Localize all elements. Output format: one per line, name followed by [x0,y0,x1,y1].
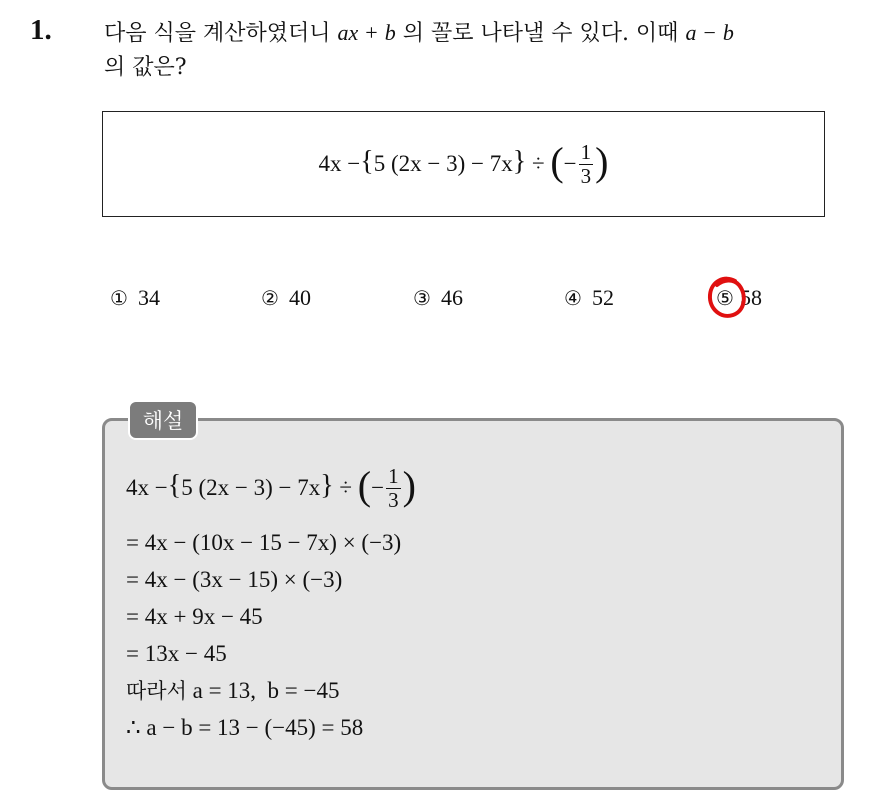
choice-2[interactable] [261,280,311,316]
choice-5-value: 58 [739,285,762,310]
choice-4-value: 52 [591,285,614,310]
solution-fraction-numerator: 1 [388,464,399,489]
solution-line-6 [126,672,826,709]
solution-line-6-math: a = 13, b = −45 [186,678,340,703]
form-ax: ax [337,20,359,45]
solution-line-1-neg: − [371,475,385,500]
solution-line-4: = 4x + 9x − 45 [126,604,263,629]
solution-line-3: = 4x − (3x − 15) × (−3) [126,567,343,592]
solution-line-1-lbrace: { [167,470,182,501]
question-text [104,16,874,85]
expression-neg: − [563,151,577,176]
expression-inner: 5 (2x − 3) − 7x [373,151,513,176]
form-b: b [384,20,396,45]
question-text-part3: 의 값은? [104,55,187,80]
choice-5-mark: ⑤ [716,286,734,310]
diff-minus: − [703,20,716,45]
question-number: 1. [30,14,52,46]
choice-1[interactable] [110,280,160,316]
fraction-numerator: 1 [580,140,592,165]
choice-1-mark: ① [110,286,128,310]
choice-4-mark: ④ [564,286,582,310]
diff-b: b [722,20,734,45]
solution-line-7: ∴ a − b = 13 − (−45) = 58 [126,715,364,740]
expression-lbrace: { [360,146,374,177]
fraction-denominator: 3 [580,163,592,188]
choice-3-mark: ③ [413,286,431,310]
expression-rbrace: } [512,146,527,177]
question-text-part2: 의 꼴로 나타낼 수 있다. 이때 [402,21,679,46]
solution-line-1-rparen: ) [402,463,416,508]
solution-line-1-inner: 5 (2x − 3) − 7x [181,475,321,500]
solution-tab: 해설 [128,400,198,440]
expression-rparen: ) [595,139,609,184]
expression-prefix: 4x − [318,151,361,176]
expression-div: ÷ [526,151,551,176]
solution-line-2: = 4x − (10x − 15 − 7x) × (−3) [126,530,402,555]
solution-line-5: = 13x − 45 [126,641,227,666]
solution-line-1-prefix: 4x − [126,475,168,500]
solution-line-1 [126,452,826,524]
solution-line-1-rbrace: } [320,470,334,501]
form-plus: + [365,20,378,45]
solution-steps [126,452,826,746]
solution-line-1-lparen: ( [357,463,372,508]
expression-box [102,111,825,217]
expression-fraction [579,141,594,186]
question-text-part1: 다음 식을 계산하였더니 [104,21,331,46]
expression-lparen: ( [550,139,564,184]
solution-fraction-denominator: 3 [388,487,399,512]
solution-fraction [386,465,401,510]
answer-choices [0,280,884,320]
choice-3[interactable] [413,280,463,316]
selected-answer-circle-icon [705,273,749,323]
red-circle-stroke [710,279,744,316]
choice-2-value: 40 [288,285,311,310]
solution-line-6-label: 따라서 [126,679,187,703]
solution-line-1-div: ÷ [333,475,358,500]
choice-4[interactable] [564,280,614,316]
choice-3-value: 46 [440,285,463,310]
diff-a: a [685,20,697,45]
choice-1-value: 34 [137,285,160,310]
choice-2-mark: ② [261,286,279,310]
